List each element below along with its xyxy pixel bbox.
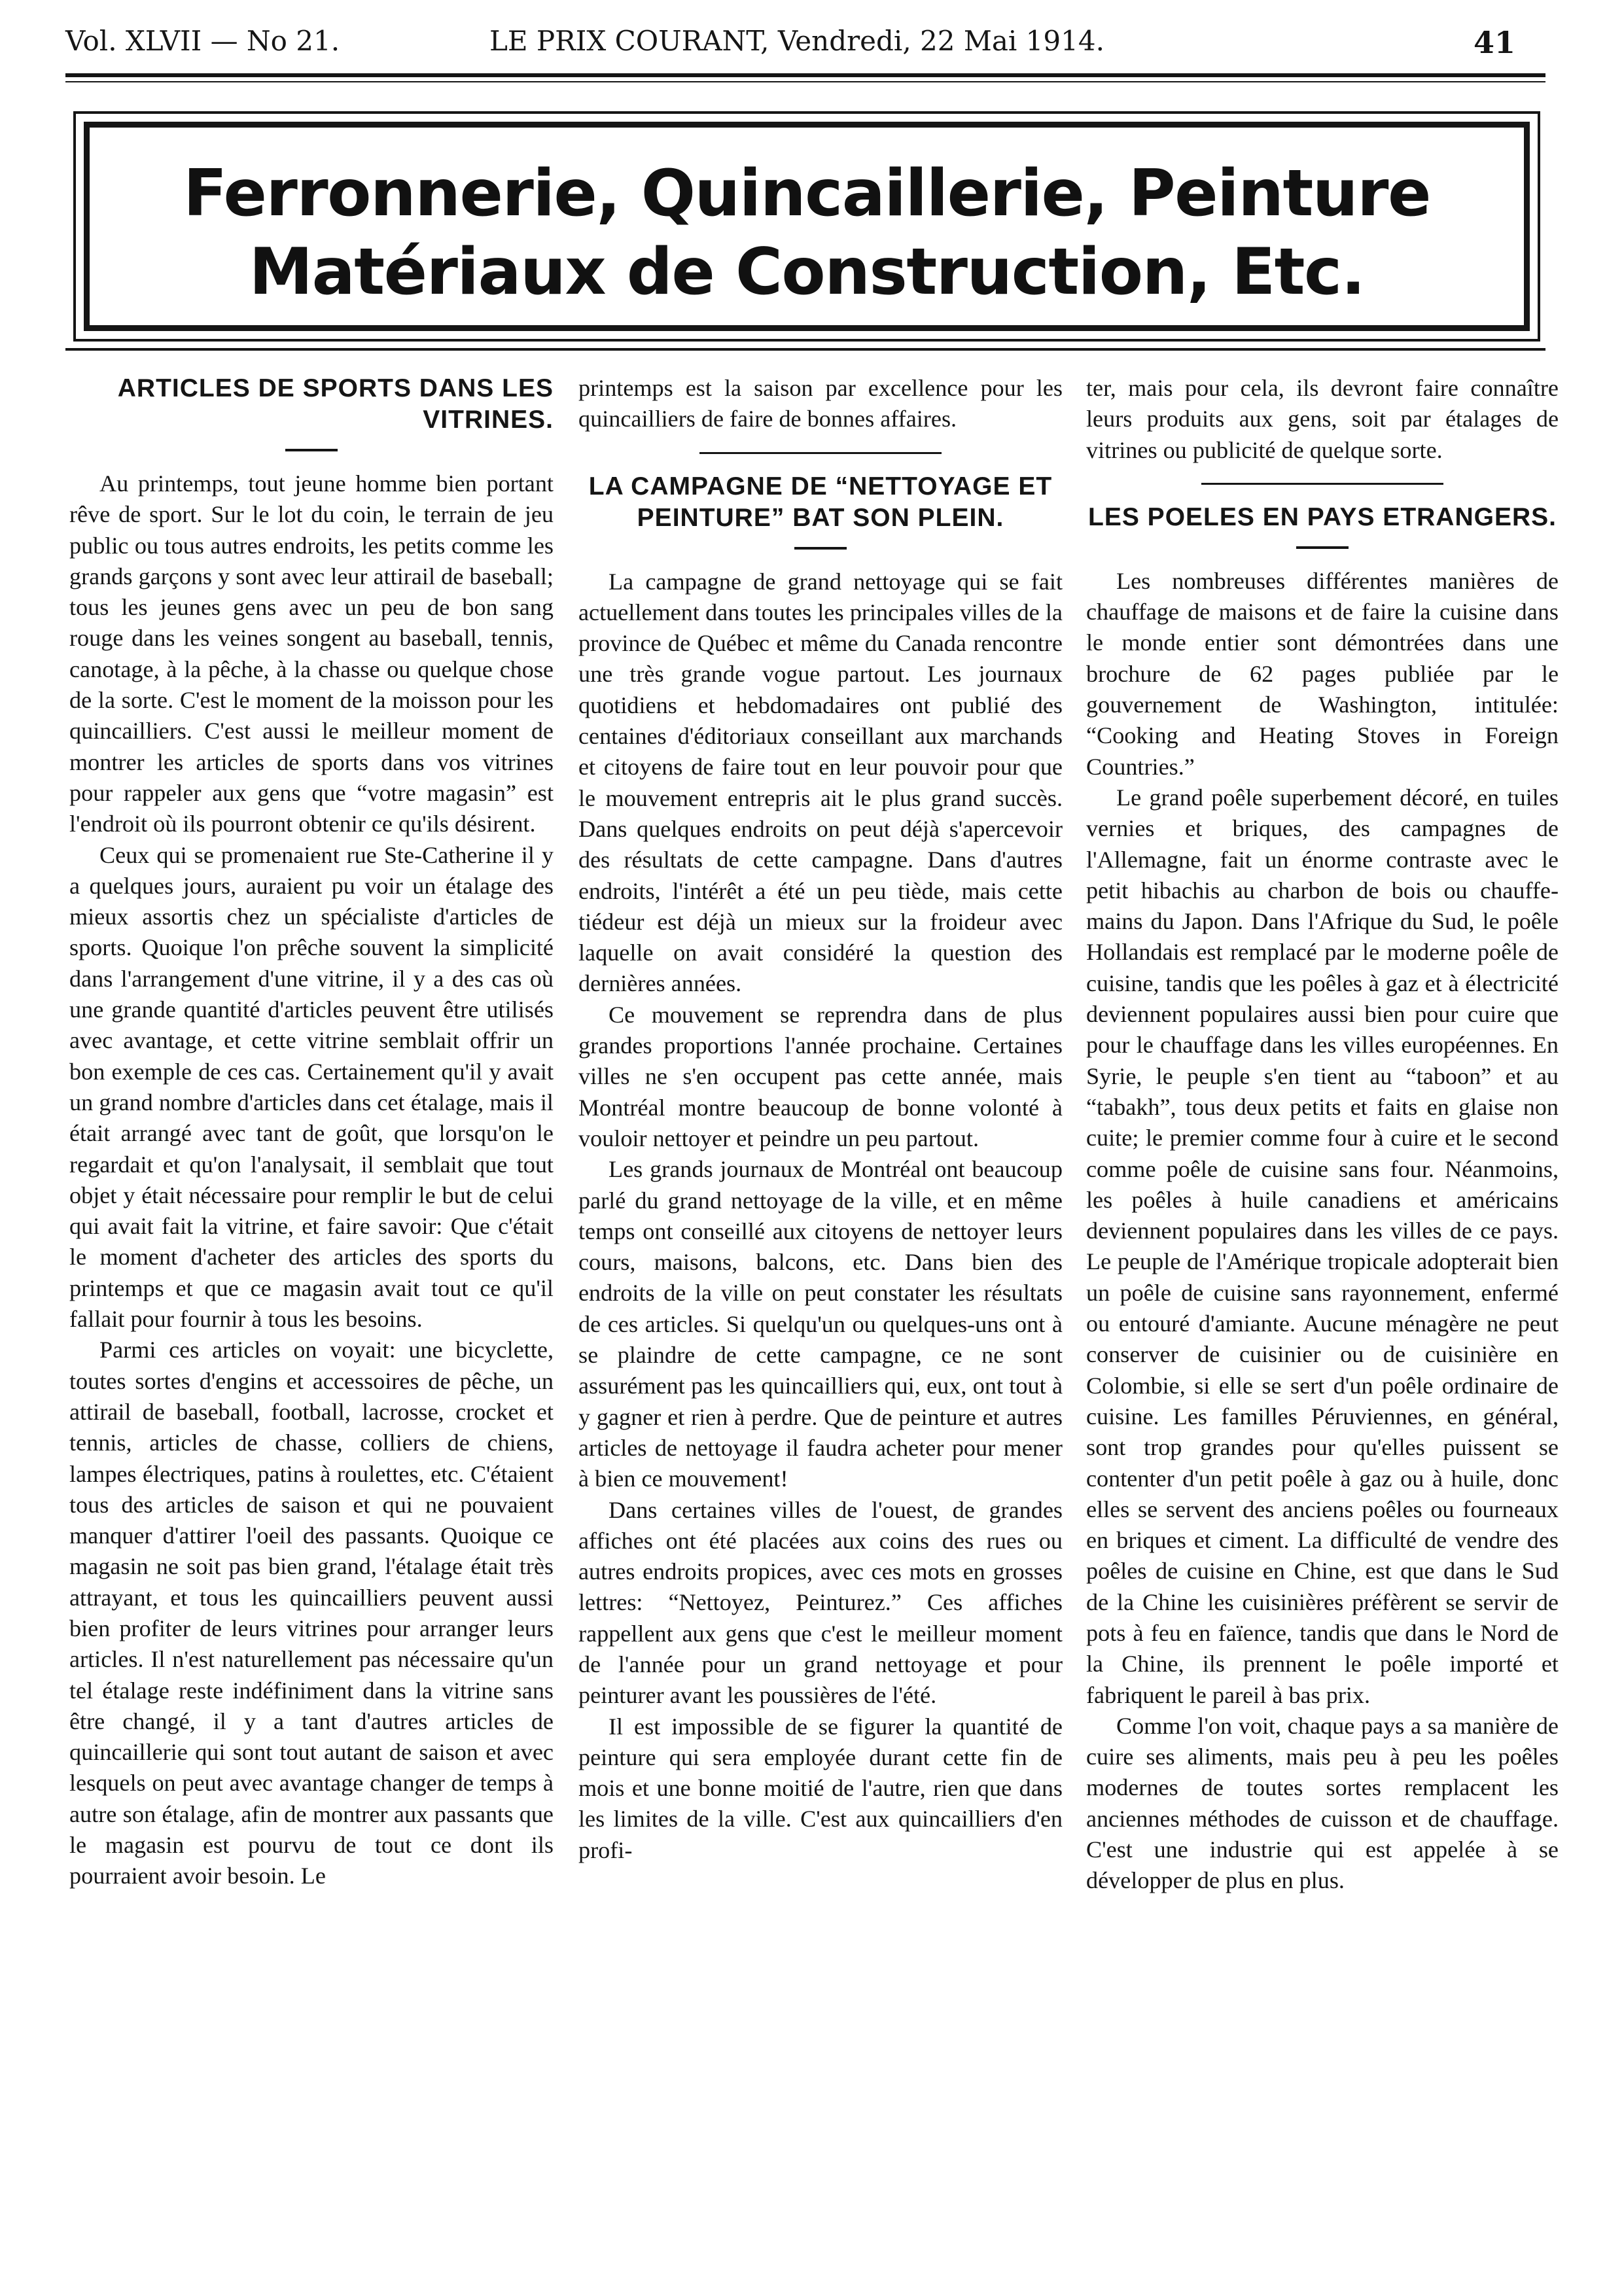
header-rule-thin (65, 81, 1545, 82)
article-separator (1201, 483, 1443, 485)
title-rule (285, 449, 338, 451)
running-header (65, 25, 1551, 64)
article-paragraph: Le grand poêle superbement décoré, en tuiles vernies et briques, des campagnes de l'Allemagne, fait un énorme contraste avec le petit hibachis au charbon de bois ou chauffe-mains du Japon. Dans l'Afrique du Sud, le poêle Hollandais est remplacé par le moderne poêle de cuisine, tandis que les poêles à gaz et à électricité deviennent populaires aussi bien pour cuire que pour le chauffage dans les villes européennes. En Syrie, le peuple s'en tient au “taboon” et au “tabakh”, tous deux petits et faits en glaise non cuite; le premier comme four à cuire et le second comme poêle de cuisine sans four. Néanmoins, les poêles à huile canadiens et américains deviennent populaires dans les villes de ce pays. Le peuple de l'Amérique tropicale adopterait bien un poêle de cuisine sans rayonnement, enfermé ou entouré d'amiante. Aucune ménagère ne peut conserver de cuisinier ou de cuisinière en Colombie, si elle se sert d'un poêle ordinaire de cuisine. Les familles Péruviennes, en général, sont trop grandes pour qu'elles puissent se contenter d'un petit poêle à gaz ou à huile, donc elles se servent des anciens poêles ou fourneaux en briques et ciment. La difficulté de vendre des poêles de cuisine en Chine, est que dans le Sud de la Chine les cuisinières préfèrent se servir de pots à feu en faïence, tandis que dans le Nord de la Chine, ils prennent le poêle importé et fabriquent le pareil à bas prix. (1086, 784, 1559, 1708)
title-rule (794, 547, 847, 550)
article-title-campagne: LA CAMPAGNE DE “NETTOYAGE ET PEINTURE” BAT SON PLEIN. (588, 472, 1053, 532)
article-title-sports: ARTICLES DE SPORTS DANS LES VITRINES. (117, 374, 554, 434)
title-rule (1296, 546, 1349, 549)
section-title (76, 154, 1538, 311)
banner-bottom-rule (65, 348, 1545, 351)
section-title-line-1: Ferronnerie, Quincaillerie, Peinture (183, 156, 1430, 231)
journal-title-date: LE PRIX COURANT, Vendredi, 22 Mai 1914. (489, 25, 1104, 57)
article-paragraph: Au printemps, tout jeune homme bien portant rêve de sport. Sur le lot du coin, le terrain de jeu public ou tous autres endroits, les petits comme les grands garçons y sont avec leur attirail de baseball; tous les jeunes gens avec un peu de bon sang rouge dans les veines songent au baseball, tennis, canotage, à la pêche, à la chasse ou quelque chose de la sorte. C'est le moment de la moisson pour les quincailliers. C'est aussi le meilleur moment de montrer les articles de sports dans vos vitrines pour rappeler aux gens que “votre magasin” est l'endroit où ils pourront obtenir ce qu'ils désirent. (69, 470, 554, 837)
article-paragraph: Ce mouvement se reprendra dans de plus grandes proportions l'année prochaine. Certaines villes ne s'en occupent pas cette année, mais Montréal montre beaucoup de bonne volonté à vouloir nettoyer et peindre un peu partout. (578, 1001, 1063, 1151)
article-paragraph: Dans certaines villes de l'ouest, de grandes affiches ont été placées aux coins des rues ou autres endroits propices, avec ces mots en grosses lettres: “Nettoyez, Peinturez.” Ces affiches rappellent aux gens que c'est le meilleur moment de l'année pour un grand nettoyage et pour peinturer avant les poussières de l'été. (578, 1496, 1063, 1709)
column-1 (69, 373, 554, 1892)
article-paragraph: Comme l'on voit, chaque pays a sa manière de cuire ses aliments, mais peu à peu les poêles modernes de toutes sortes remplacent les anciennes méthodes de cuisson et de chauffage. C'est une industrie qui est appelée à se développer de plus en plus. (1086, 1712, 1559, 1894)
article-paragraph: Les grands journaux de Montréal ont beaucoup parlé du grand nettoyage de la ville, et en même temps ont conseillé aux citoyens de nettoyer leurs cours, maisons, balcons, etc. Dans bien des endroits de la ville on peut constater les résultats de ces articles. Si quelqu'un ou quelques-uns ont à se plaindre de cette campagne, ce ne sont assurément pas les quincailliers qui, eux, ont tout à y gagner et rien à perdre. Que de peinture et autres articles de nettoyage il faudra acheter pour mener à bien ce mouvement! (578, 1156, 1063, 1492)
section-banner (73, 111, 1540, 342)
article-title-poeles: LES POELES EN PAYS ETRANGERS. (1088, 502, 1557, 531)
header-rule (65, 73, 1545, 77)
article-paragraph: Il est impossible de se figurer la quantité de peinture qui sera employée durant cette fin de mois et une bonne moitié de l'autre, rien que dans les limites de la ville. C'est aux quincailliers d'en profi- (578, 1713, 1063, 1863)
page-number: 41 (1474, 25, 1516, 60)
column-3 (1086, 373, 1559, 1897)
article-paragraph: Parmi ces articles on voyait: une bicyclette, toutes sortes d'engins et accessoires de pêche, un attirail de baseball, football, lacrosse, crocket et tennis, articles de chasse, colliers de chiens, lampes électriques, patins à roulettes, etc. C'étaient tous des articles de saison et qui ne pouvaient manquer d'attirer l'oeil des passants. Quoique ce magasin ne soit pas bien grand, l'étalage était très attrayant, et tous les quincailliers peuvent aussi bien profiter de leurs vitrines pour arranger leurs articles. Il n'est naturellement pas nécessaire qu'un tel étalage reste indéfiniment dans la vitrine sans être changé, il y a tant d'autres articles de quincaillerie qui sont tout autant de saison et avec lesquels on peut avec avantage changer de temps à autre son étalage, afin de montrer aux passants que le magasin est pourvu de tout ce dont ils pourraient avoir besoin. Le (69, 1337, 554, 1889)
article-separator (699, 452, 942, 454)
article-paragraph: La campagne de grand nettoyage qui se fait actuellement dans toutes les principales villes de la province de Québec et même du Canada rencontre une très grande vogue partout. Les journaux quotidiens et hebdomadaires ont publié des centaines d'éditoriaux conseillant aux marchands et citoyens de faire tout en leur pouvoir pour que le mouvement entrepris ait le plus grand succès. Dans quelques endroits on peut déjà s'apercevoir des résultats de cette campagne. Dans d'autres endroits, l'intérêt a été un peu tiède, mais cette tiédeur est déjà un mieux sur la froideur avec laquelle on avait considéré la question des dernières années. (578, 568, 1063, 997)
article-paragraph: Ceux qui se promenaient rue Ste-Catherine il y a quelques jours, auraient pu voir un étalage des mieux assortis chez un spécialiste d'articles de sports. Quoique l'on prêche souvent la simplicité dans l'arrangement d'une vitrine, il y a des cas où une grande quantité d'articles peuvent être utilisés avec avantage, et cette vitrine semblait offrir un bon exemple de ces cas. Certainement qu'il y avait un grand nombre d'articles dans cet étalage, mais il était arrangé avec tant de goût, que lorsqu'on le regardait et qu'on l'analysait, il semblait que tout objet y était nécessaire pour remplir le but de celui qui avait fait la vitrine, et faire savoir: Que c'était le moment d'acheter des articles des sports du printemps et que ce magasin avait tout ce qu'il fallait pour fournir à tous les besoins. (69, 841, 554, 1333)
volume-number: Vol. XLVII — No 21. (65, 25, 340, 57)
article-paragraph: Les nombreuses différentes manières de chauffage de maisons et de faire la cuisine dans le monde entier sont démontrées dans une brochure de 62 pages publiée par le gouvernement de Washington, intitulée: “Cooking and Heating Stoves in Foreign Countries.” (1086, 567, 1559, 780)
article-paragraph-continued: ter, mais pour cela, ils devront faire connaître leurs produits aux gens, soit par étalages de vitrines ou publicité de quelque sorte. (1086, 375, 1559, 463)
article-paragraph-continued: printemps est la saison par excellence pour les quincailliers de faire de bonnes affaires. (578, 375, 1063, 432)
column-2 (578, 373, 1063, 1866)
section-title-line-2: Matériaux de Construction, Etc. (249, 235, 1365, 309)
